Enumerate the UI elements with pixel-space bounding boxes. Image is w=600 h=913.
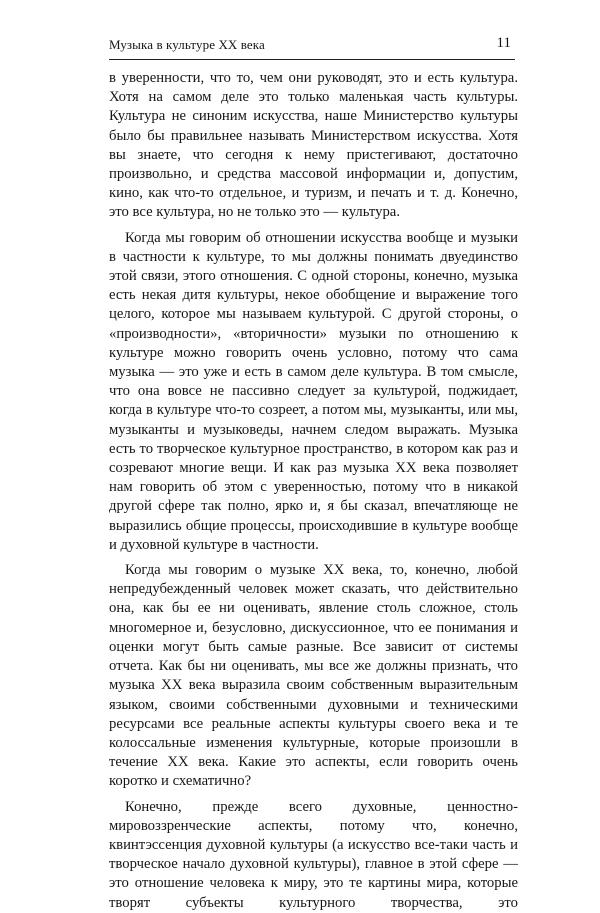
paragraph: Когда мы говорим об отношении искусства вообще и музыки в частности к культуре, то мы должны понимать двуединство этой связи, этого отношения. С одной стороны, конечно, музыка есть некая дитя культуры, некое обобщение и выражение того целого, которое мы называем культурой. С другой стороны, о «производности», «вторичности» музыки по отношению к культуре можно говорить очень условно, потому что сама музыка — это уже и есть в самом деле культура. В том смысле, что она вовсе не пассивно следует за культурой, поджидает, когда в культуре что-то созреет, а потом мы, музыканты, или мы, музыканты и музыковеды, начнем следом выражать. Музыка есть то творческое культурное пространство, в котором как раз и созревают многие вещи. И как раз музыка XX века позволяет нам говорить об этом с уверенностью, потому что в никакой другой сфере так полно, ярко и, я бы сказал, впечатляюще не выразились общие процессы, происходившие в культуре вообще и духовной культуре в частности. — [109, 229, 518, 553]
paragraph: Когда мы говорим о музыке XX века, то, конечно, любой непредубежденный человек может сказать, что действительно она, как бы ее ни оценивать, явление столь сложное, столь многомерное и, безусловно, дискуссионное, что ее понимания и оценки могут быть самые разные. Все зависит от системы отчета. Как бы ни оценивать, мы все же должны признать, что музыка XX века выразила своим собственным выразительным языком, своими собственными духовными и техническими ресурсами все реальные аспекты культуры своего века и те колоссальные изменения культурные, которые произошли в течение XX века. Какие это аспекты, если говорить очень коротко и схематично? — [109, 562, 518, 790]
running-head — [109, 37, 515, 57]
running-head-title: Музыка в культуре XX века — [109, 37, 265, 52]
paragraph-continued: в уверенности, что то, чем они руководят, это и есть культура. Хотя на самом деле это только маленькая часть культуры. Культура не синоним искусства, наше Министерство культуры было бы правильнее называть Министерством искусства. Хотя вы знаете, что сегодня к нему пристегивают, достаточно произвольно, и средства массовой информации и, допустим, кино, как что-то отдельное, и туризм, и печать и т. д. Конечно, это все культура, но не только это — культура. — [109, 70, 518, 221]
page-number: 11 — [496, 35, 511, 51]
paragraph: Конечно, прежде всего духовные, ценностно-мировоззренческие аспекты, потому что, конечно, квинтэссенция духовной культуры (а искусство все-таки часть и творческое начало духовной культуры), главное в этой сфере — это отношение человека к миру, это те картины мира, которые творят субъекты культурного творчества, это — [109, 798, 518, 911]
body-text — [109, 69, 518, 913]
header-rule — [109, 59, 515, 60]
